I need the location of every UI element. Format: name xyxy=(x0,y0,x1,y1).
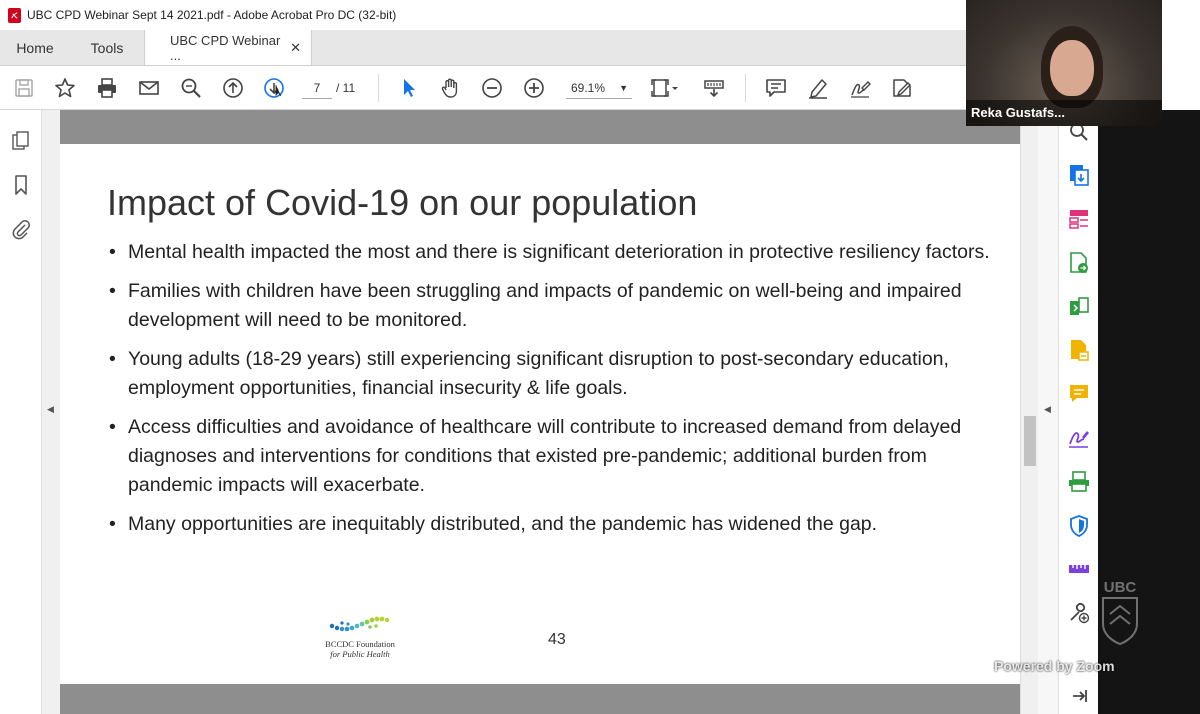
logo-dots-graphic xyxy=(322,612,398,634)
vertical-scrollbar[interactable] xyxy=(1020,110,1038,714)
chevron-left-icon: ◀ xyxy=(47,404,54,414)
comment-tool-icon[interactable] xyxy=(1067,382,1091,406)
window-title: UBC CPD Webinar Sept 14 2021.pdf - Adobe Acrobat Pro DC (32-bit) xyxy=(27,8,397,22)
participant-face xyxy=(1050,40,1094,96)
logo-text-line1: BCCDC Foundation xyxy=(325,639,395,649)
tab-tools[interactable]: Tools xyxy=(90,39,124,56)
bullet-item: • Young adults (18-29 years) still experiencing significant disruption to post-secondary education, employment opportunities, financial insecurity & life goals. xyxy=(107,345,1007,403)
organize-pages-icon[interactable] xyxy=(1067,207,1091,231)
sign-icon[interactable] xyxy=(848,76,872,100)
select-cursor-icon[interactable] xyxy=(397,76,421,100)
fill-sign-icon[interactable] xyxy=(890,76,914,100)
zoom-in-icon[interactable] xyxy=(522,76,546,100)
page-number-input[interactable]: 7 xyxy=(302,77,332,99)
scan-ocr-icon[interactable] xyxy=(1067,470,1091,494)
protect-shield-icon[interactable] xyxy=(1067,514,1091,538)
slide-page-number: 43 xyxy=(548,631,566,648)
ubc-text: UBC xyxy=(1103,579,1137,596)
hand-icon[interactable] xyxy=(438,76,462,100)
highlight-pen-icon[interactable] xyxy=(806,76,830,100)
toolbar-divider xyxy=(378,74,379,102)
participant-video-tile[interactable] xyxy=(966,0,1162,126)
document-canvas[interactable] xyxy=(60,110,1020,714)
right-pane-collapse-handle[interactable] xyxy=(1038,110,1058,714)
powered-by-zoom-watermark: Powered by Zoom xyxy=(994,658,1115,674)
tools-pane xyxy=(1058,110,1098,714)
title-bar xyxy=(0,0,966,30)
bullet-item: • Mental health impacted the most and there is significant deterioration in protective resiliency factors. xyxy=(107,238,1007,267)
slide-title: Impact of Covid-19 on our population xyxy=(107,182,698,223)
participant-name-label: Reka Gustafs... xyxy=(966,100,1162,126)
bullet-item: • Access difficulties and avoidance of healthcare will contribute to increased demand from delayed diagnoses and interventions for conditions that existed pre-pandemic; additional burden from pandemic impacts will exacerbate. xyxy=(107,413,1007,500)
fill-and-sign-icon[interactable] xyxy=(1067,426,1091,450)
left-pane-collapse-handle[interactable] xyxy=(42,110,60,714)
export-pdf-icon[interactable] xyxy=(1067,163,1091,187)
measure-ruler-icon[interactable] xyxy=(1067,557,1091,581)
toolbar-divider xyxy=(745,74,746,102)
chevron-down-icon: ▼ xyxy=(619,83,628,93)
tab-close-icon[interactable]: ✕ xyxy=(290,39,301,55)
logo-text-line2: for Public Health xyxy=(330,649,390,659)
page-thumbnails-icon[interactable] xyxy=(10,130,32,152)
toolbar xyxy=(0,66,966,110)
zoom-level-value: 69.1% xyxy=(571,81,606,95)
create-pdf-icon[interactable] xyxy=(1067,251,1091,275)
menu-tabs xyxy=(0,30,966,66)
print-icon[interactable] xyxy=(95,76,119,100)
comment-icon[interactable] xyxy=(764,76,788,100)
acrobat-pdf-icon xyxy=(8,8,21,23)
pdf-page xyxy=(60,144,1020,684)
page-up-icon[interactable] xyxy=(221,76,245,100)
combine-files-icon[interactable] xyxy=(1067,295,1091,319)
collapse-tools-pane-icon[interactable] xyxy=(1067,684,1091,708)
edit-pdf-icon[interactable] xyxy=(1067,338,1091,362)
more-tools-icon[interactable] xyxy=(1067,601,1091,625)
tab-document-label: UBC CPD Webinar ... xyxy=(170,32,281,63)
attachments-icon[interactable] xyxy=(10,218,32,240)
chevron-left-icon: ◀ xyxy=(1044,404,1051,414)
zoom-level-dropdown[interactable] xyxy=(566,77,632,99)
page-down-icon[interactable] xyxy=(262,76,286,100)
bullet-item: • Families with children have been struggling and impacts of pandemic on well-being and impaired development will need to be monitored. xyxy=(107,277,1007,335)
tab-home[interactable]: Home xyxy=(16,39,54,56)
navigation-pane xyxy=(0,110,42,714)
bookmarks-icon[interactable] xyxy=(10,174,32,196)
scroll-mode-icon[interactable] xyxy=(702,76,726,100)
slide-bullet-list xyxy=(107,238,1007,549)
bullet-item: • Many opportunities are inequitably distributed, and the pandemic has widened the gap. xyxy=(107,510,1007,539)
save-icon[interactable] xyxy=(12,76,36,100)
fit-page-icon[interactable] xyxy=(648,76,682,100)
scrollbar-thumb[interactable] xyxy=(1024,416,1036,466)
bookmark-star-icon[interactable] xyxy=(53,76,77,100)
page-count-label: / 11 xyxy=(336,81,356,95)
email-icon[interactable] xyxy=(137,76,161,100)
ubc-crest-watermark xyxy=(1100,576,1140,646)
tab-document[interactable] xyxy=(144,30,312,65)
zoom-out-icon[interactable] xyxy=(480,76,504,100)
bccdc-foundation-logo xyxy=(322,612,398,660)
search-zoom-icon[interactable] xyxy=(179,76,203,100)
